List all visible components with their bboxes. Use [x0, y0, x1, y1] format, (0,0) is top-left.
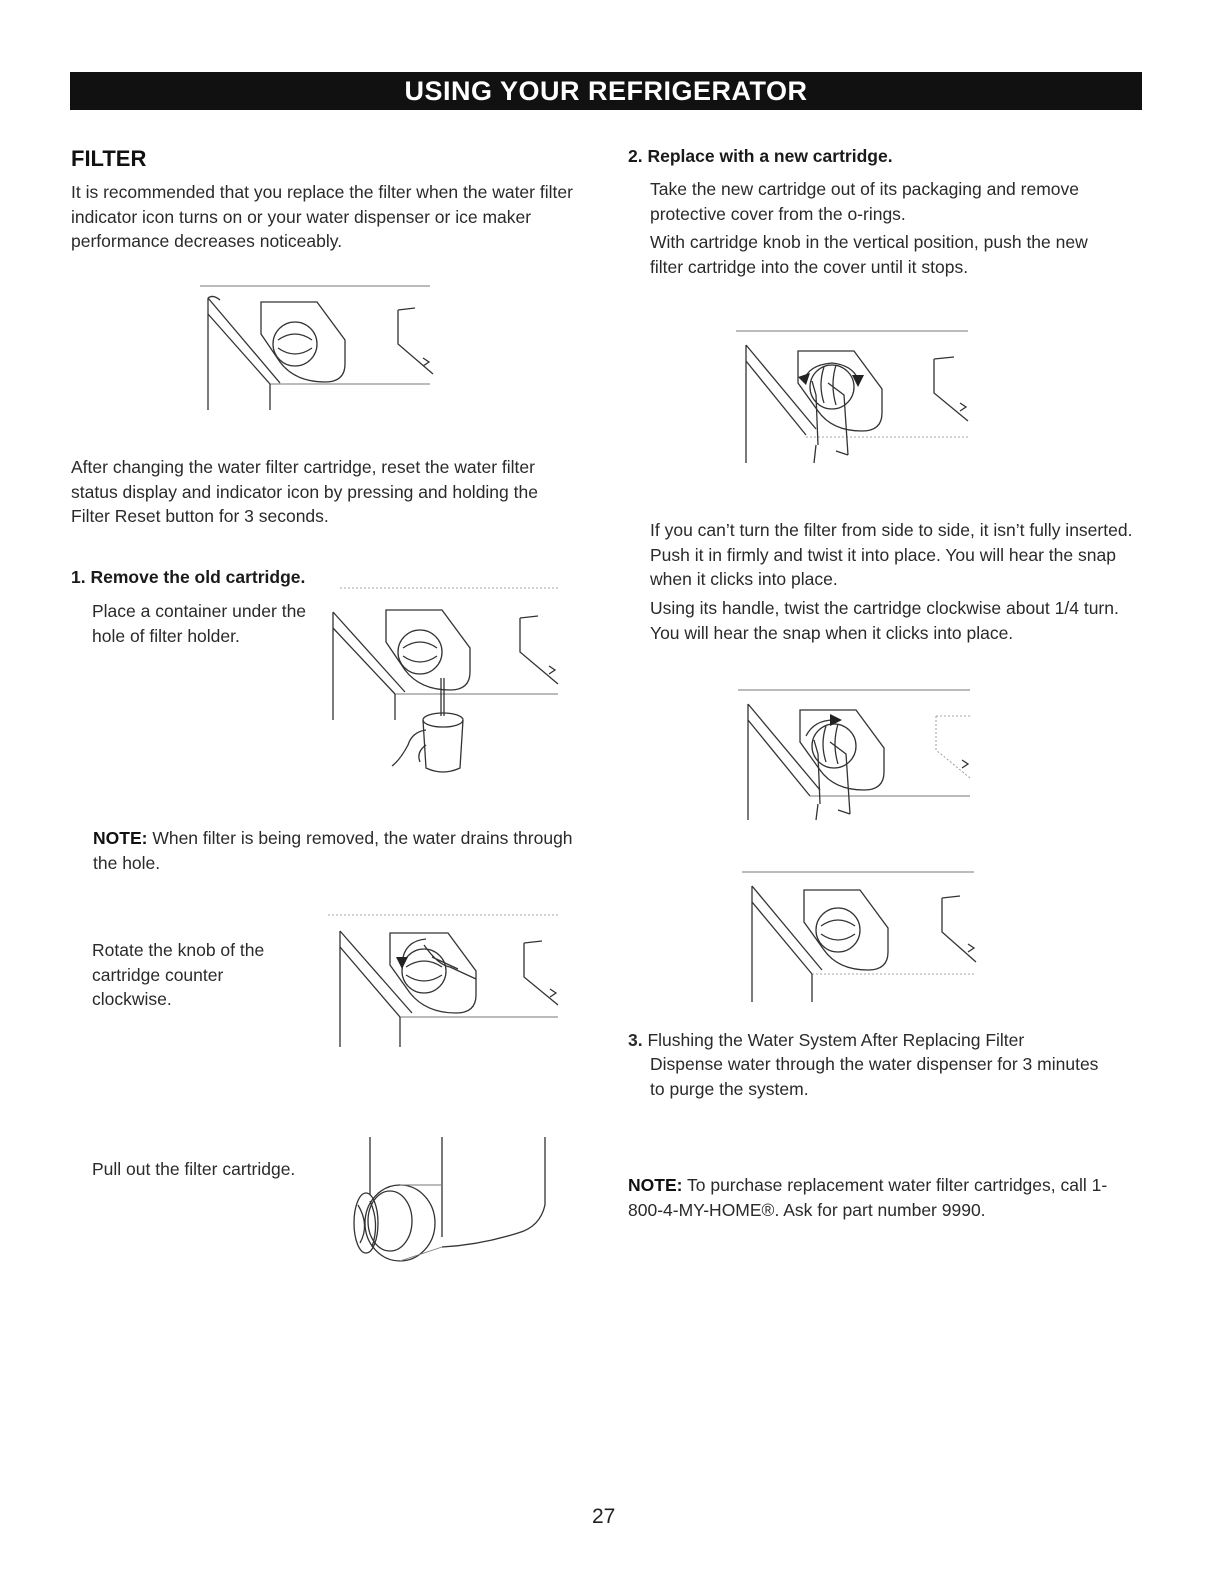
container-under-hole-icon [320, 580, 565, 780]
note1-label: NOTE: [93, 828, 148, 848]
rotate-knob-counterclockwise-icon [320, 905, 565, 1050]
step1-title: Remove the old cartridge. [90, 567, 306, 587]
pull-out-cartridge-icon [330, 1135, 560, 1265]
note2-label: NOTE: [628, 1175, 683, 1195]
step2-title: Replace with a new cartridge. [647, 146, 893, 166]
note1 [93, 826, 573, 875]
step2-paragraph-b: With cartridge knob in the vertical position, push the new filter cartridge into the cover until it stops. [650, 232, 1088, 277]
reset-paragraph: After changing the water filter cartridge, reset the water filter status display and indicator icon by pressing and holding the Filter Reset button for 3 seconds. [71, 457, 538, 526]
step3-heading [628, 1028, 1108, 1053]
section-title: FILTER [71, 146, 147, 171]
turn-paragraph-a: If you can’t turn the filter from side to side, it isn’t fully inserted. Push it in firmly and twist it into place. You will hear the snap when it clicks into place. [650, 520, 1133, 589]
step2-heading [628, 146, 893, 167]
step1-heading [71, 567, 305, 588]
step2-number: 2. [628, 146, 643, 166]
rotate-paragraph: Rotate the knob of the cartridge counter clockwise. [92, 940, 265, 1009]
note2-text: To purchase replacement water filter cartridges, call 1-800-4-MY-HOME®. Ask for part number 9990. [628, 1175, 1108, 1220]
step3-title: Flushing the Water System After Replacing Filter [647, 1030, 1025, 1050]
banner-title: USING YOUR REFRIGERATOR [404, 75, 808, 106]
filter-installed-icon [738, 866, 983, 1006]
step1-paragraph: Place a container under the hole of filter holder. [92, 601, 307, 646]
filter-housing-icon [195, 278, 440, 413]
step3-paragraph: Dispense water through the water dispenser for 3 minutes to purge the system. [650, 1054, 1099, 1099]
page-banner [70, 72, 1142, 110]
step1-number: 1. [71, 567, 86, 587]
step2-paragraph-a: Take the new cartridge out of its packaging and remove protective cover from the o-rings. [650, 179, 1079, 224]
pull-paragraph: Pull out the filter cartridge. [92, 1159, 296, 1179]
note1-text: When filter is being removed, the water drains through the hole. [93, 828, 573, 873]
intro-paragraph: It is recommended that you replace the filter when the water filter indicator icon turns on or your water dispenser or ice maker performance decreases noticeably. [71, 182, 573, 251]
twist-clockwise-icon [734, 686, 979, 826]
page-number: 27 [592, 1505, 616, 1528]
insert-new-cartridge-icon [732, 325, 977, 465]
step3-number: 3. [628, 1030, 643, 1050]
turn-paragraph-b: Using its handle, twist the cartridge clockwise about 1/4 turn. You will hear the snap when it clicks into place. [650, 598, 1119, 643]
note2 [628, 1173, 1128, 1222]
